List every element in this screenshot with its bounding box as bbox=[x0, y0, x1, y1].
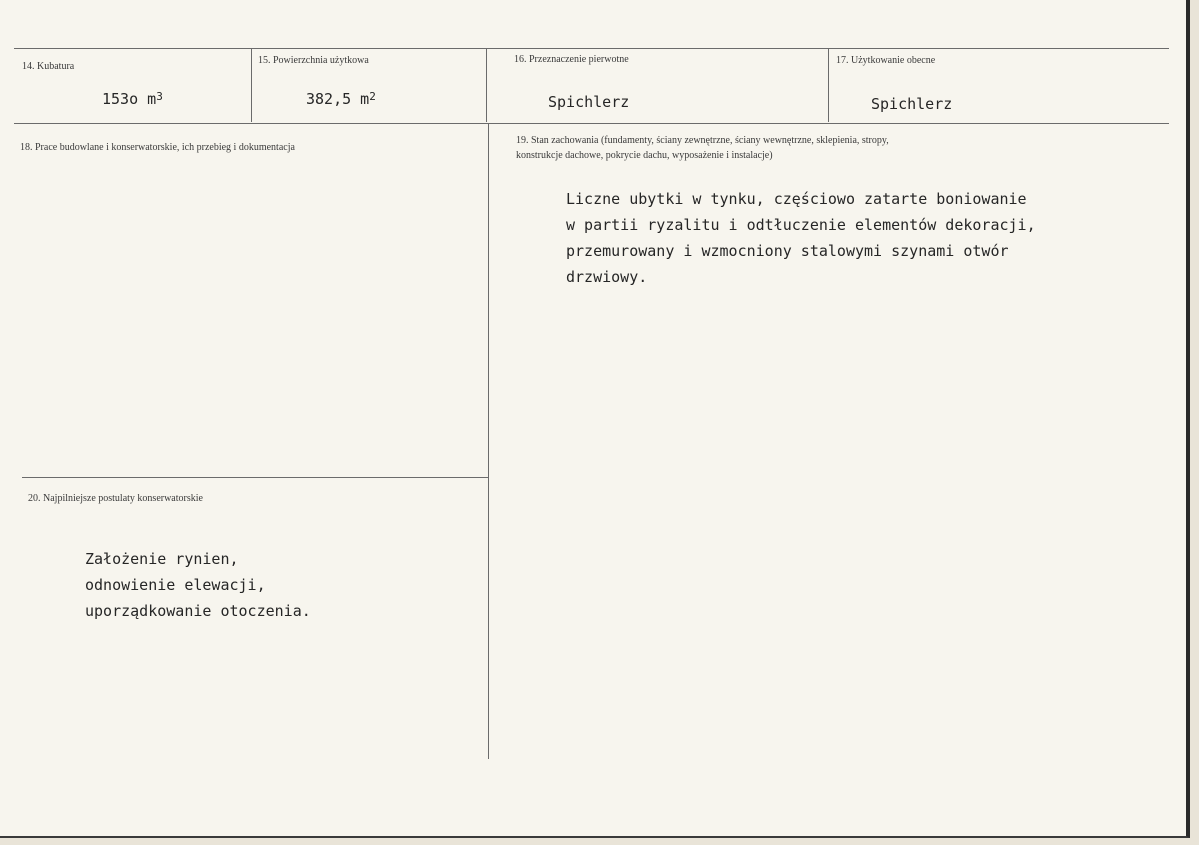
stan-text-line: Liczne ubytki w tynku, częściowo zatarte boniowanie bbox=[566, 190, 1027, 208]
divider-14-15 bbox=[251, 48, 252, 122]
prace-label: 18. Prace budowlane i konserwatorskie, ich przebieg i dokumentacja bbox=[20, 142, 295, 153]
powierzchnia-value bbox=[306, 90, 376, 108]
uzytkowanie-label: 17. Użytkowanie obecne bbox=[836, 55, 936, 66]
kubatura-label: 14. Kubatura bbox=[22, 61, 75, 72]
divider-15-16 bbox=[486, 48, 487, 122]
postulaty-text-line: odnowienie elewacji, bbox=[85, 576, 266, 594]
przeznaczenie-label: 16. Przeznaczenie pierwotne bbox=[514, 54, 629, 65]
uzytkowanie-value: Spichlerz bbox=[871, 95, 953, 113]
postulaty-label: 20. Najpilniejsze postulaty konserwatorskie bbox=[28, 493, 203, 504]
stan-text-line: przemurowany i wzmocniony stalowymi szynami otwór bbox=[566, 242, 1009, 260]
stan-text-line: drzwiowy. bbox=[566, 268, 648, 286]
top-rule bbox=[14, 48, 1169, 49]
kubatura-exponent: 3 bbox=[156, 90, 163, 103]
przeznaczenie-value: Spichlerz bbox=[548, 93, 630, 111]
postulaty-text-line: Założenie rynien, bbox=[85, 550, 239, 568]
stan-label-line-1: 19. Stan zachowania (fundamenty, ściany zewnętrzne, ściany wewnętrzne, sklepienia, stropy, bbox=[516, 135, 889, 146]
stan-text-line: w partii ryzalitu i odtłuczenie elementów dekoracji, bbox=[566, 216, 1036, 234]
kubatura-value bbox=[102, 90, 163, 108]
row-rule-1 bbox=[14, 123, 1169, 124]
powierzchnia-label: 15. Powierzchnia użytkowa bbox=[258, 55, 369, 66]
stan-label-line-2: konstrukcje dachowe, pokrycie dachu, wyposażenie i instalacje) bbox=[516, 150, 773, 161]
divider-16-17 bbox=[828, 48, 829, 122]
powierzchnia-exponent: 2 bbox=[369, 90, 376, 103]
kubatura-number: 153o m bbox=[102, 90, 157, 108]
stan-text bbox=[566, 186, 1036, 290]
postulaty-text bbox=[85, 546, 311, 624]
center-divider bbox=[488, 123, 489, 759]
postulaty-text-line: uporządkowanie otoczenia. bbox=[85, 602, 311, 620]
powierzchnia-number: 382,5 m bbox=[306, 90, 370, 108]
row-rule-2 bbox=[22, 477, 488, 478]
